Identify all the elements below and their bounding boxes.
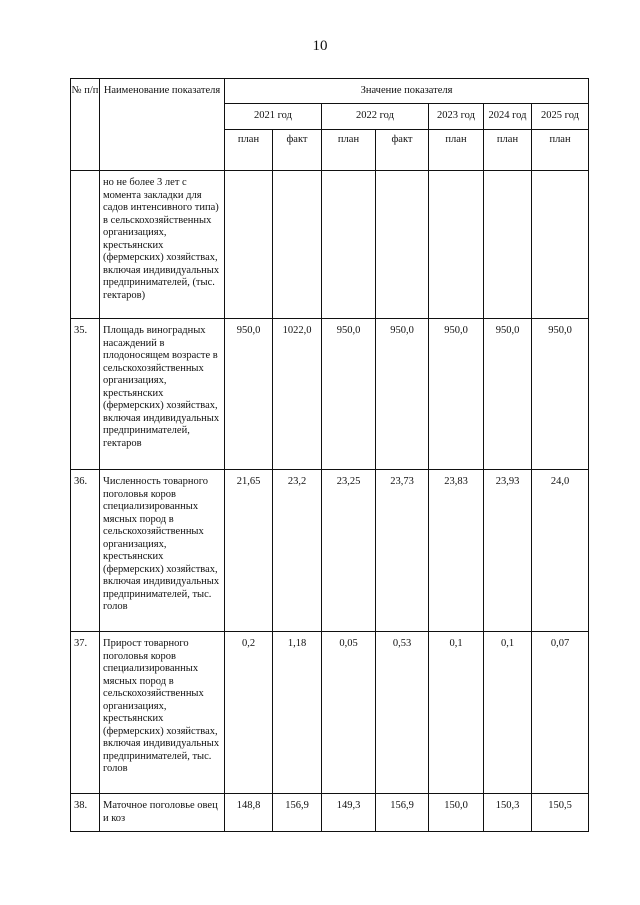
row-value: 23,25 [322, 470, 376, 632]
row-value: 148,8 [225, 794, 273, 832]
table-row [71, 794, 589, 832]
header-year: 2024 год [484, 104, 532, 130]
row-value [429, 171, 484, 319]
header-year: 2025 год [532, 104, 589, 130]
row-value [532, 171, 589, 319]
header-sub: факт [376, 130, 429, 171]
row-value [225, 171, 273, 319]
row-value: 0,1 [429, 632, 484, 794]
header-value: Значение показателя [225, 79, 589, 104]
row-num: 36. [71, 470, 100, 632]
row-value: 0,2 [225, 632, 273, 794]
header-year: 2021 год [225, 104, 322, 130]
row-name: Численность товарного поголовья коров специализированных мясных пород в сельскохозяйственных организациях, крестьянских (фермерских) хозяйствах, включая индивидуальных предпринимателей, тыс. голов [100, 470, 225, 632]
row-value: 23,2 [273, 470, 322, 632]
row-value: 150,5 [532, 794, 589, 832]
row-num: 35. [71, 319, 100, 470]
row-num [71, 171, 100, 319]
row-value: 1022,0 [273, 319, 322, 470]
row-name: Прирост товарного поголовья коров специализированных мясных пород в сельскохозяйственных организациях, крестьянских (фермерских) хозяйствах, включая индивидуальных предпринимателей, тыс. голов [100, 632, 225, 794]
header-sub: план [322, 130, 376, 171]
table-row [71, 470, 589, 632]
row-value: 24,0 [532, 470, 589, 632]
page-number: 10 [312, 38, 328, 54]
row-value: 156,9 [376, 794, 429, 832]
header-sub: план [429, 130, 484, 171]
row-value: 0,05 [322, 632, 376, 794]
header-num: № п/п [71, 79, 100, 171]
row-value: 23,93 [484, 470, 532, 632]
row-num: 37. [71, 632, 100, 794]
row-value: 950,0 [376, 319, 429, 470]
table-row [71, 632, 589, 794]
header-year: 2022 год [322, 104, 429, 130]
table-row [71, 171, 589, 319]
row-name: Маточное поголовье овец и коз [100, 794, 225, 832]
indicators-table [70, 78, 589, 832]
table-row [71, 319, 589, 470]
row-value [484, 171, 532, 319]
header-name: Наименование показателя [100, 79, 225, 171]
row-value: 150,0 [429, 794, 484, 832]
row-value: 0,1 [484, 632, 532, 794]
row-value: 21,65 [225, 470, 273, 632]
row-value: 23,73 [376, 470, 429, 632]
row-value: 950,0 [484, 319, 532, 470]
row-num: 38. [71, 794, 100, 832]
row-value: 0,53 [376, 632, 429, 794]
row-name: Площадь виноградных насаждений в плодоносящем возрасте в сельскохозяйственных организациях, крестьянских (фермерских) хозяйствах, включая индивидуальных предпринимателей, гектаров [100, 319, 225, 470]
row-value [273, 171, 322, 319]
row-value: 23,83 [429, 470, 484, 632]
row-value: 156,9 [273, 794, 322, 832]
row-value [322, 171, 376, 319]
row-value: 950,0 [322, 319, 376, 470]
row-value [376, 171, 429, 319]
row-value: 1,18 [273, 632, 322, 794]
row-value: 950,0 [429, 319, 484, 470]
row-value: 950,0 [532, 319, 589, 470]
row-value: 0,07 [532, 632, 589, 794]
header-sub: факт [273, 130, 322, 171]
header-sub: план [532, 130, 589, 171]
header-sub: план [484, 130, 532, 171]
row-value: 149,3 [322, 794, 376, 832]
row-value: 150,3 [484, 794, 532, 832]
row-name: но не более 3 лет с момента закладки для садов интенсивного типа) в сельскохозяйственных организациях, крестьянских (фермерских) хозяйствах, включая индивидуальных предпринимателей, (тыс. гектаров) [100, 171, 225, 319]
row-value: 950,0 [225, 319, 273, 470]
header-sub: план [225, 130, 273, 171]
header-year: 2023 год [429, 104, 484, 130]
